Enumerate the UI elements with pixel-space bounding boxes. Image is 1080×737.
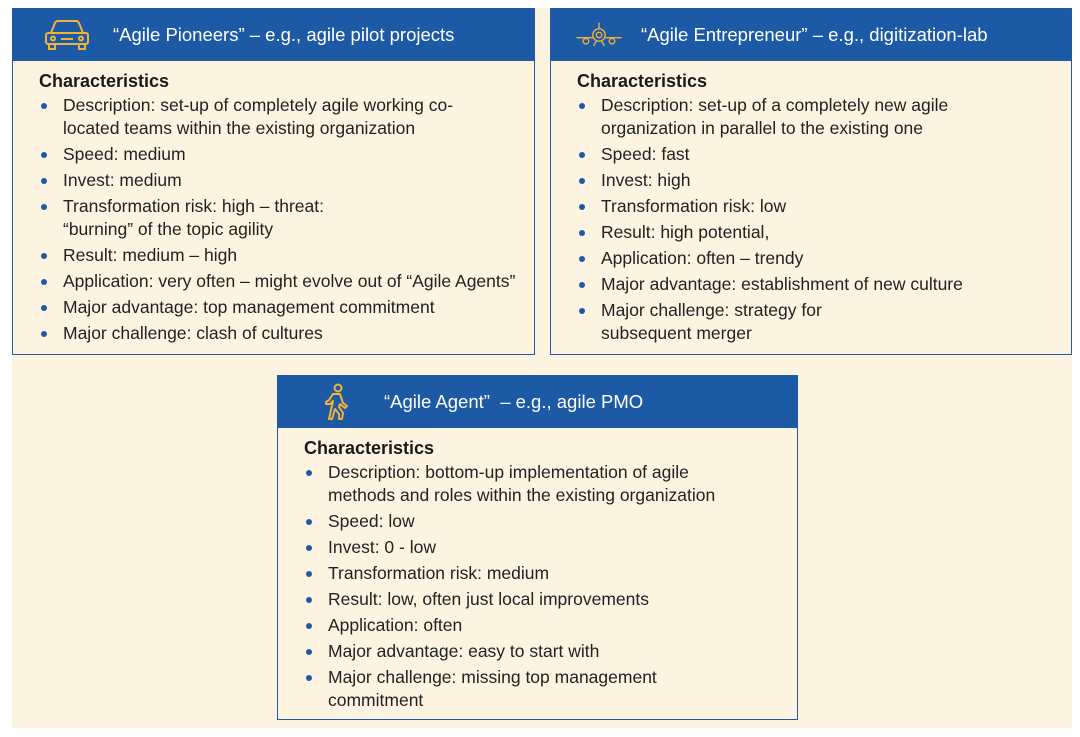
- list-item: Speed: low: [304, 510, 797, 533]
- list-item: Result: high potential,: [577, 221, 1071, 244]
- card-header: [551, 9, 1071, 61]
- list-item: Major advantage: top management commitment: [39, 296, 534, 319]
- card-agile-entrepreneur: [550, 8, 1072, 355]
- list-item: Major advantage: establishment of new culture: [577, 273, 1071, 296]
- list-item: Major challenge: clash of cultures: [39, 322, 534, 345]
- list-item: Description: set-up of a completely new agile organization in parallel to the existing one: [577, 94, 1041, 140]
- characteristics-heading: Characteristics: [304, 438, 435, 458]
- list-item: Transformation risk: high – threat: “burning” of the topic agility: [39, 195, 363, 241]
- list-item: Major advantage: easy to start with: [304, 640, 797, 663]
- list-item: Invest: high: [577, 169, 1071, 192]
- characteristics-heading: Characteristics: [39, 71, 170, 91]
- airplane-icon: [575, 15, 623, 55]
- list-item: Speed: fast: [577, 143, 1071, 166]
- list-item: Transformation risk: low: [577, 195, 1071, 218]
- list-item: Speed: medium: [39, 143, 534, 166]
- card-title: “Agile Entrepreneur” – e.g., digitization-lab: [641, 24, 988, 45]
- card-title: “Agile Pioneers” – e.g., agile pilot projects: [113, 24, 455, 45]
- list-item: Application: often – trendy: [577, 247, 1071, 270]
- card-agile-pioneers: [12, 8, 535, 355]
- list-item: Transformation risk: medium: [304, 562, 797, 585]
- list-item: Invest: 0 - low: [304, 536, 797, 559]
- walking-person-icon: [318, 382, 354, 422]
- list-item: Description: set-up of completely agile working co-located teams within the existing organization: [39, 94, 503, 140]
- list-item: Result: low, often just local improvements: [304, 588, 797, 611]
- list-item: Description: bottom-up implementation of agile methods and roles within the existing organization: [304, 461, 748, 507]
- list-item: Application: often: [304, 614, 797, 637]
- car-icon: [43, 15, 91, 55]
- card-header: [278, 376, 797, 428]
- list-item: Application: very often – might evolve out of “Agile Agents”: [39, 270, 534, 293]
- card-agile-agent: [277, 375, 798, 720]
- list-item: Major challenge: missing top management commitment: [304, 666, 698, 712]
- card-header: [13, 9, 534, 61]
- list-item: Major challenge: strategy for subsequent merger: [577, 299, 851, 345]
- list-item: Result: medium – high: [39, 244, 534, 267]
- card-title: “Agile Agent” – e.g., agile PMO: [384, 391, 644, 412]
- characteristics-heading: Characteristics: [577, 71, 708, 91]
- list-item: Invest: medium: [39, 169, 534, 192]
